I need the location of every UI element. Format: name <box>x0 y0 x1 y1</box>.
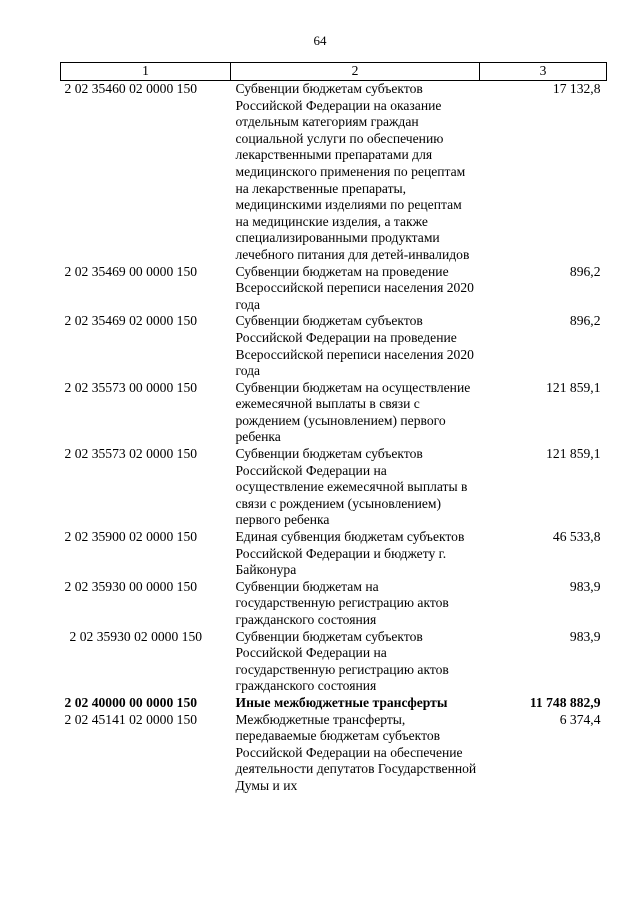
table-row <box>61 712 607 795</box>
budget-code-cell: 2 02 35460 02 0000 150 <box>64 81 198 96</box>
amount-cell: 896,2 <box>569 263 601 279</box>
table-row-total <box>61 695 607 712</box>
budget-code-cell: 2 02 35573 00 0000 150 <box>64 379 198 395</box>
description-cell: Иные межбюджетные трансферты <box>235 694 448 710</box>
column-header-1: 1 <box>61 63 231 81</box>
amount-cell: 983,9 <box>569 578 601 594</box>
budget-code-cell: 2 02 40000 00 0000 150 <box>64 694 198 710</box>
table-header-row <box>61 63 607 81</box>
description-cell: Субвенции бюджетам субъектов Российской Федерации на государственную регистрацию актов гражданского состояния <box>235 628 449 694</box>
table-row <box>61 313 607 379</box>
column-header-3: 3 <box>480 63 607 81</box>
table-row <box>61 264 607 314</box>
description-cell: Субвенции бюджетам субъектов Российской Федерации на осуществление ежемесячной выплаты в связи с рождением (усыновлением) первого ребенка <box>235 446 468 528</box>
budget-code-cell: 2 02 35469 02 0000 150 <box>64 313 198 329</box>
amount-cell: 17 132,8 <box>552 81 601 96</box>
table-row <box>61 81 607 264</box>
description-cell: Субвенции бюджетам на государственную регистрацию актов гражданского состояния <box>235 578 449 627</box>
amount-cell: 11 748 882,9 <box>529 694 601 710</box>
budget-code-cell: 2 02 35573 02 0000 150 <box>64 446 198 462</box>
budget-code-cell: 2 02 35930 00 0000 150 <box>64 578 198 594</box>
amount-cell: 46 533,8 <box>552 529 601 545</box>
amount-cell: 121 859,1 <box>546 446 601 462</box>
table-row <box>61 380 607 446</box>
column-header-2: 2 <box>231 63 480 81</box>
table-row <box>61 629 607 695</box>
page-number: 64 <box>313 33 327 48</box>
table-row <box>61 529 607 579</box>
description-cell: Субвенции бюджетам субъектов Российской Федерации на оказание отдельным категориям граждан социальной услуги по обеспечению лекарственными препаратами для медицинского применения по рецептам на лекарственные препараты, медицинскими изделиями по рецептам на медицинские изделия, а также специализированными продуктами лечебного питания для детей-инвалидов <box>235 81 470 262</box>
description-cell: Единая субвенция бюджетам субъектов Российской Федерации и бюджету г. Байконура <box>235 529 465 578</box>
budget-code-cell: 2 02 45141 02 0000 150 <box>64 711 198 727</box>
amount-cell: 6 374,4 <box>559 711 601 727</box>
budget-code-cell: 2 02 35469 00 0000 150 <box>64 263 198 279</box>
amount-cell: 896,2 <box>569 313 601 329</box>
budget-code-cell: 2 02 35900 02 0000 150 <box>64 529 198 545</box>
description-cell: Субвенции бюджетам на осуществление ежемесячной выплаты в связи с рождением (усыновлением) первого ребенка <box>235 379 471 445</box>
table-row <box>61 579 607 629</box>
description-cell: Межбюджетные трансферты, передаваемые бюджетам субъектов Российской Федерации на обеспечение деятельности депутатов Государственной Думы и их <box>235 711 477 793</box>
budget-code-cell: 2 02 35930 02 0000 150 <box>69 628 203 644</box>
amount-cell: 983,9 <box>569 628 601 644</box>
description-cell: Субвенции бюджетам на проведение Всероссийской переписи населения 2020 года <box>235 263 474 312</box>
budget-table <box>60 62 607 795</box>
amount-cell: 121 859,1 <box>546 379 601 395</box>
table-row <box>61 446 607 529</box>
description-cell: Субвенции бюджетам субъектов Российской Федерации на проведение Всероссийской переписи населения 2020 года <box>235 313 474 379</box>
